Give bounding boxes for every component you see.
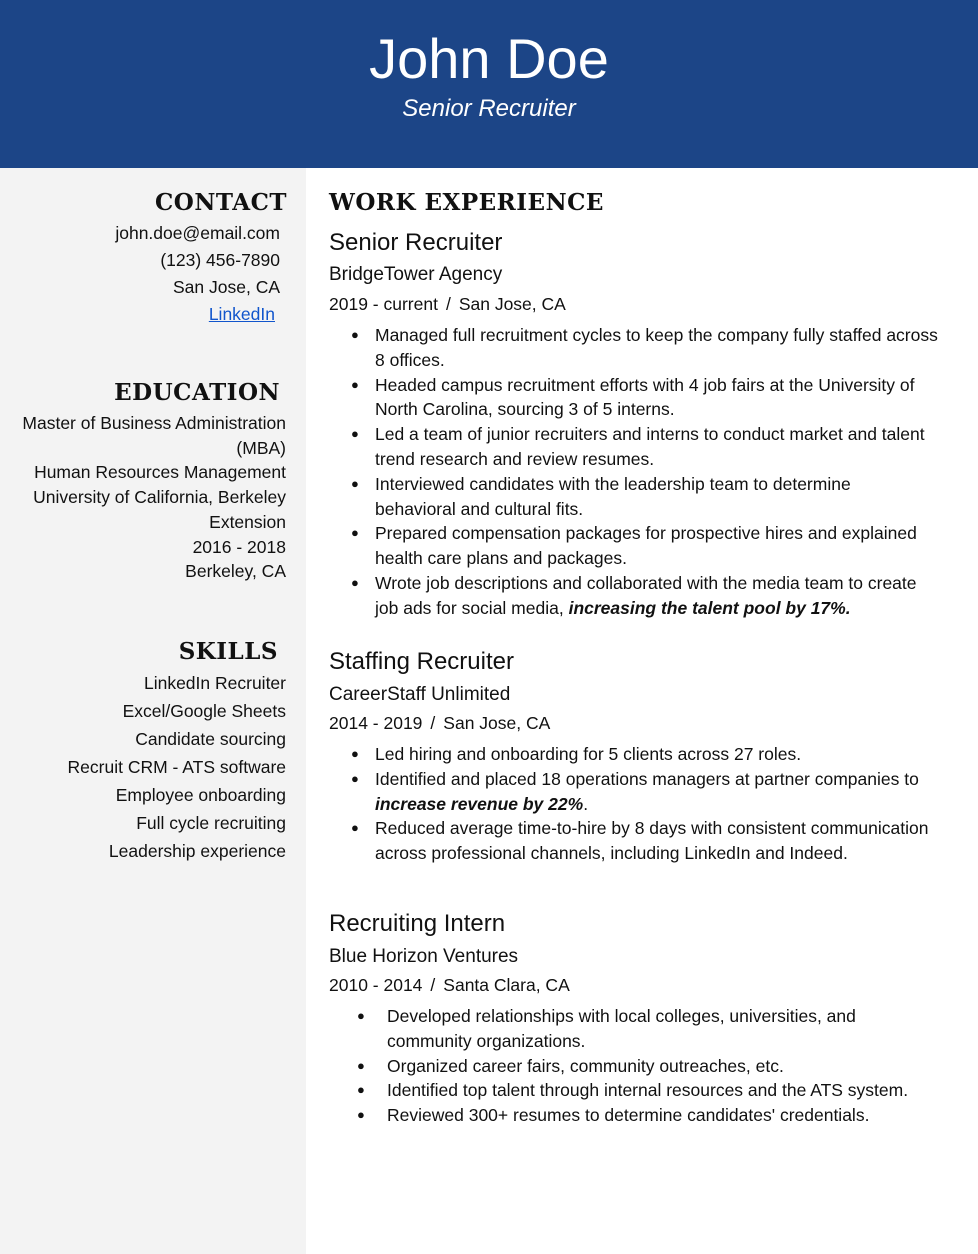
education-degree-abbr: (MBA)	[236, 437, 286, 458]
work-heading: WORK EXPERIENCE	[329, 189, 604, 216]
job-location: San Jose, CA	[443, 713, 551, 733]
contact-location: San Jose, CA	[173, 277, 280, 297]
sidebar	[0, 168, 306, 1254]
contact-heading: CONTACT	[155, 189, 287, 216]
education-block	[22, 411, 286, 584]
skills-list	[68, 669, 286, 865]
meta-separator: /	[430, 713, 436, 733]
bullet-item: ● Led hiring and onboarding for 5 clients across 27 roles.	[329, 742, 928, 767]
job-location: San Jose, CA	[458, 294, 566, 314]
education-location: Berkeley, CA	[185, 561, 286, 582]
job-bullets	[329, 323, 938, 621]
bullet-icon: ●	[351, 820, 359, 836]
bullet-item: ● Managed full recruitment cycles to keep the company fully staffed across 8 offices.	[351, 325, 938, 370]
bullet-item: ● Identified and placed 18 operations managers at partner companies to increase revenue by 22%.	[351, 768, 919, 814]
job-bullets	[329, 1004, 908, 1128]
skill-item: Employee onboarding	[115, 785, 286, 805]
job-company: CareerStaff Unlimited	[329, 684, 511, 705]
bullet-icon: ●	[351, 475, 359, 491]
skill-item: Full cycle recruiting	[136, 813, 286, 833]
job-dates: 2014 - 2019	[329, 713, 423, 733]
bullet-item: ● Headed campus recruitment efforts with 4 job fairs at the University of North Carolina, sourcing 3 of 5 interns.	[351, 374, 915, 420]
bullet-icon: ●	[351, 327, 359, 342]
bullet-icon: ●	[357, 1107, 365, 1123]
contact-email[interactable]: john.doe@email.com	[115, 223, 280, 243]
bullet-item: ● Interviewed candidates with the leadership team to determine behavioral and cultural fits.	[351, 473, 851, 519]
education-dates: 2016 - 2018	[192, 536, 286, 557]
bullet-item: ● Led a team of junior recruiters and interns to conduct market and talent trend research and review resumes.	[351, 424, 925, 469]
job-title: Staffing Recruiter	[329, 648, 514, 675]
job-company: Blue Horizon Ventures	[329, 946, 519, 967]
emphasis-text: increase revenue by 22%	[375, 793, 584, 814]
bullet-item: ● Reviewed 300+ resumes to determine candidates' credentials.	[329, 1103, 908, 1128]
candidate-title: Senior Recruiter	[402, 95, 576, 122]
contact-phone: (123) 456-7890	[160, 250, 280, 270]
bullet-item: ● Developed relationships with local colleges, universities, and community organizations.	[357, 1006, 856, 1051]
job-bullets	[329, 742, 928, 866]
job-title: Recruiting Intern	[329, 910, 506, 937]
contact-block	[115, 220, 280, 328]
job-meta	[329, 293, 566, 315]
emphasis-text: increasing the talent pool by 17%.	[568, 597, 851, 618]
skill-item: Excel/Google Sheets	[122, 701, 286, 721]
job-meta	[329, 712, 550, 734]
bullet-item: ● Wrote job descriptions and collaborated with the media team to create job ads for social media, increasing the talent pool by 17%.	[351, 572, 917, 618]
education-degree: Master of Business Administration	[22, 413, 286, 433]
bullet-item: ● Organized career fairs, community outreaches, etc.	[329, 1054, 908, 1079]
skill-item: Recruit CRM - ATS software	[67, 757, 286, 777]
skill-item: Leadership experience	[108, 841, 286, 861]
bullet-icon: ●	[351, 525, 359, 541]
skill-item: LinkedIn Recruiter	[143, 673, 286, 693]
linkedin-link[interactable]: LinkedIn	[208, 304, 275, 324]
job-company: BridgeTower Agency	[329, 264, 503, 285]
bullet-icon: ●	[351, 770, 359, 786]
bullet-icon: ●	[351, 746, 359, 761]
skill-item: Candidate sourcing	[135, 729, 286, 749]
meta-separator: /	[430, 975, 436, 995]
job-location: Santa Clara, CA	[443, 975, 570, 995]
meta-separator: /	[445, 294, 451, 314]
education-field: Human Resources Management	[34, 462, 286, 483]
bullet-icon: ●	[351, 426, 359, 442]
bullet-icon: ●	[357, 1057, 365, 1073]
education-school: University of California, Berkeley	[33, 487, 286, 508]
bullet-item: ● Reduced average time-to-hire by 8 days with consistent communication across professional channels, including LinkedIn and Indeed.	[351, 818, 929, 864]
job-title: Senior Recruiter	[329, 229, 503, 256]
skills-heading: SKILLS	[178, 638, 278, 665]
job-meta	[329, 974, 570, 996]
job-dates: 2010 - 2014	[329, 975, 423, 995]
resume-header	[0, 0, 978, 168]
bullet-item: ● Prepared compensation packages for prospective hires and explained health care plans and packages.	[351, 523, 917, 569]
bullet-icon: ●	[351, 574, 359, 590]
candidate-name: John Doe	[369, 27, 609, 90]
bullet-item: ● Identified top talent through internal resources and the ATS system.	[329, 1078, 908, 1103]
education-heading: EDUCATION	[114, 379, 280, 406]
bullet-icon: ●	[357, 1008, 365, 1023]
job-dates: 2019 - current	[329, 294, 438, 314]
education-school-cont: Extension	[209, 511, 286, 532]
bullet-icon: ●	[351, 376, 359, 392]
bullet-icon: ●	[357, 1082, 365, 1098]
